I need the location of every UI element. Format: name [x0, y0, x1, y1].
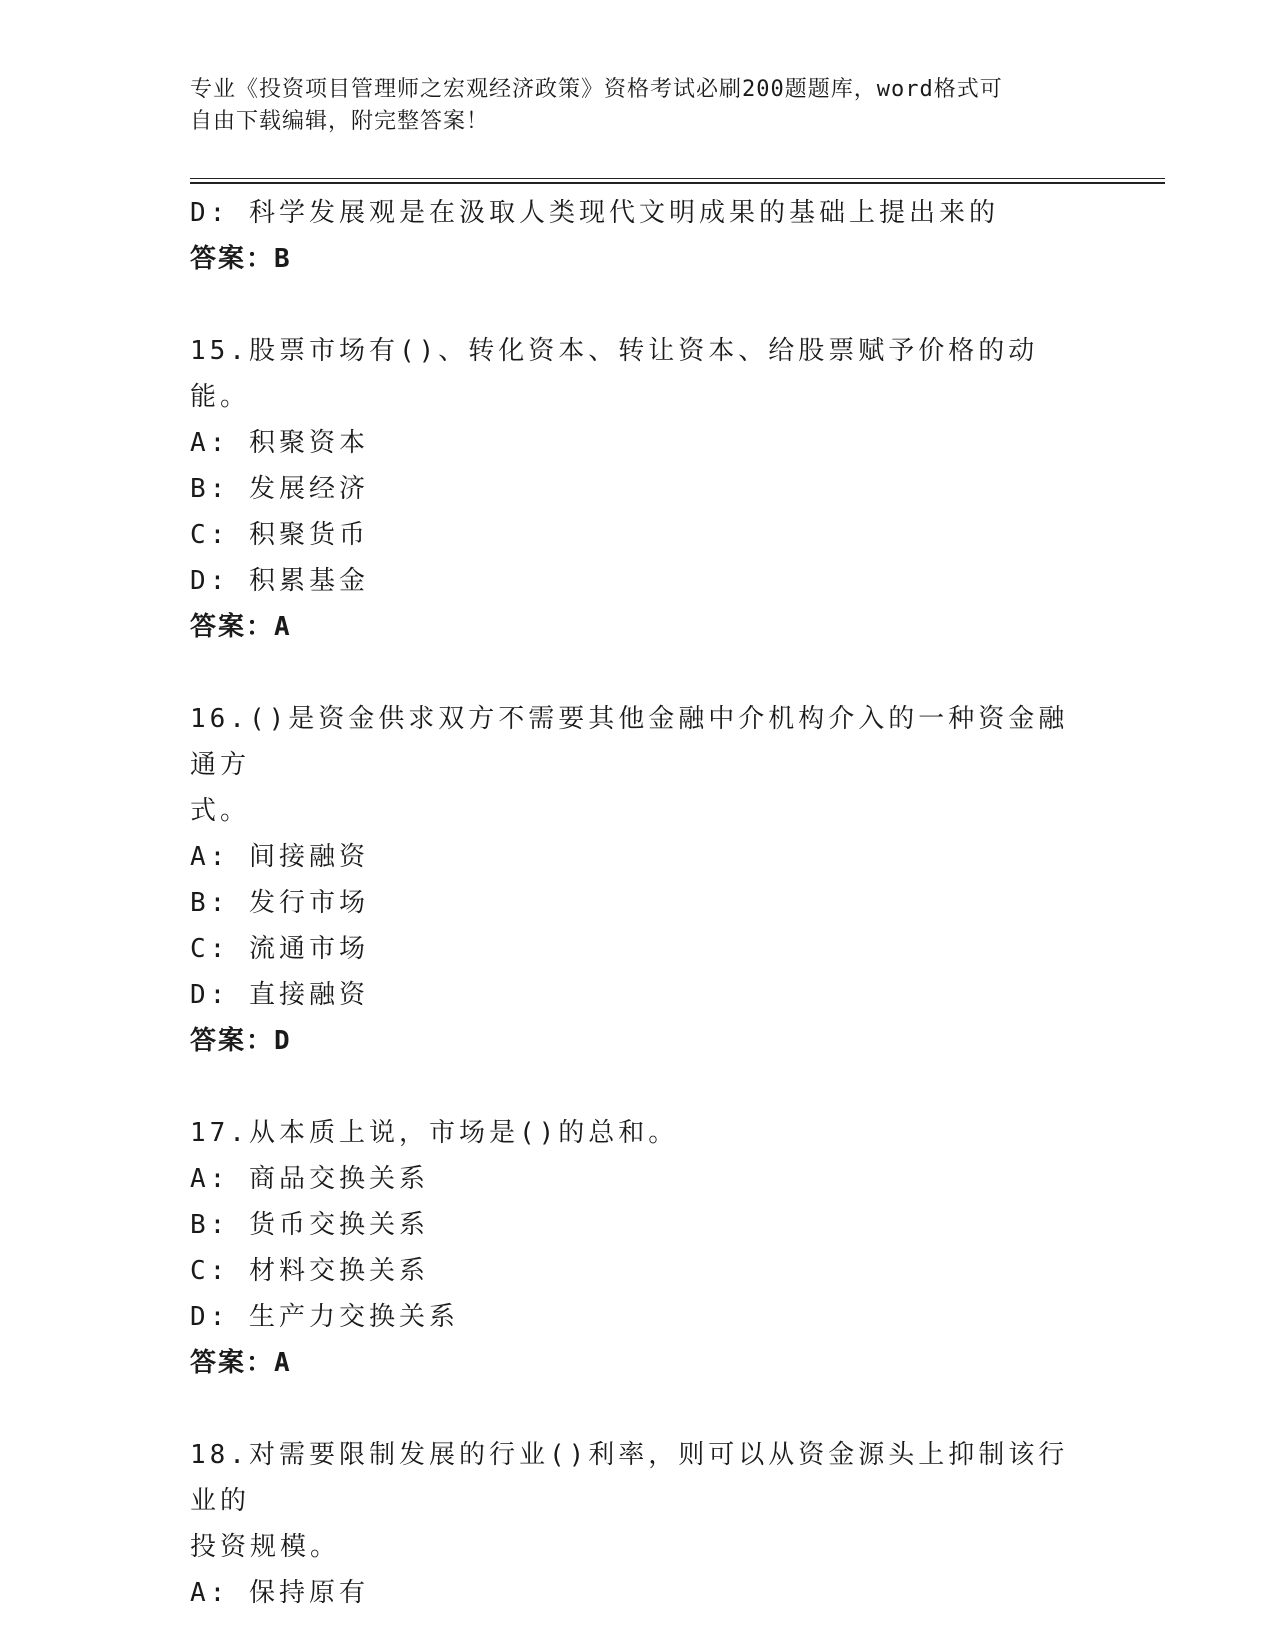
option-d: D: 科学发展观是在汲取人类现代文明成果的基础上提出来的	[190, 198, 999, 228]
header-line-1: 专业《投资项目管理师之宏观经济政策》资格考试必刷200题题库，word格式可	[190, 77, 1003, 102]
question-stem: 16.()是资金供求双方不需要其他金融中介机构介入的一种资金融通方	[190, 704, 1069, 780]
option-a: A: 间接融资	[190, 842, 369, 872]
question-content	[190, 190, 1090, 1616]
answer-line: 答案：A	[190, 612, 292, 642]
option-b: B: 货币交换关系	[190, 1210, 429, 1240]
option-c: C: 流通市场	[190, 934, 369, 964]
header-line-2: 自由下载编辑，附完整答案！	[190, 109, 490, 134]
question-15	[190, 328, 1090, 650]
question-17	[190, 1110, 1090, 1386]
option-d: D: 积累基金	[190, 566, 369, 596]
document-header	[190, 74, 1090, 138]
header-divider-thick	[190, 182, 1165, 184]
option-a: A: 保持原有	[190, 1578, 369, 1608]
option-d: D: 直接融资	[190, 980, 369, 1010]
option-c: C: 积聚货币	[190, 520, 369, 550]
question-16	[190, 696, 1090, 1064]
question-stem: 18.对需要限制发展的行业()利率，则可以从资金源头上抑制该行业的	[190, 1440, 1069, 1516]
answer-line: 答案：A	[190, 1348, 292, 1378]
question-stem-continued: 式。	[190, 796, 251, 826]
option-d: D: 生产力交换关系	[190, 1302, 459, 1332]
option-c: C: 材料交换关系	[190, 1256, 429, 1286]
option-a: A: 商品交换关系	[190, 1164, 429, 1194]
option-b: B: 发行市场	[190, 888, 369, 918]
header-divider-thin	[190, 178, 1165, 179]
option-a: A: 积聚资本	[190, 428, 369, 458]
answer-line: 答案：B	[190, 244, 292, 274]
question-stem: 17.从本质上说，市场是()的总和。	[190, 1118, 679, 1148]
question-18	[190, 1432, 1090, 1616]
answer-line: 答案：D	[190, 1026, 292, 1056]
question-stem: 15.股票市场有()、转化资本、转让资本、给股票赋予价格的动能。	[190, 336, 1039, 412]
option-b: B: 发展经济	[190, 474, 369, 504]
previous-question-tail	[190, 190, 1090, 282]
question-stem-continued: 投资规模。	[190, 1532, 341, 1562]
